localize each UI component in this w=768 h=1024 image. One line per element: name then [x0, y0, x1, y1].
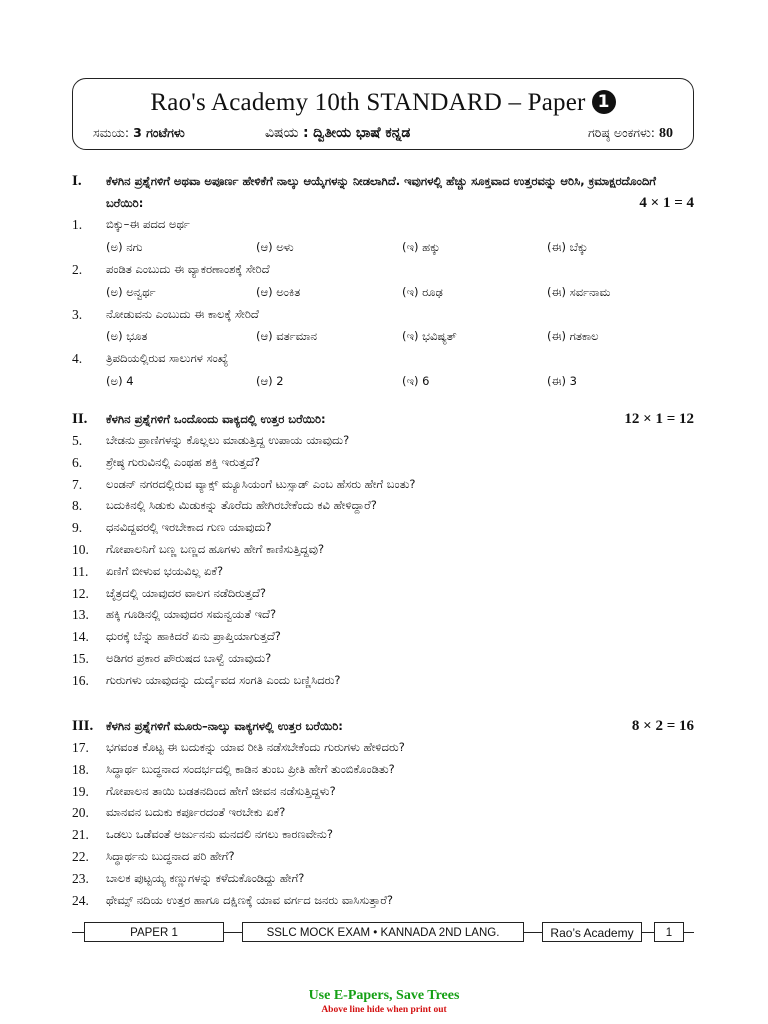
option-b: (ಆ) 2	[256, 374, 284, 389]
question-item	[72, 517, 694, 539]
section-number: I.	[72, 173, 82, 189]
question-text: ಬಾಲಕ ಪುಟ್ಟಯ್ಯ ಕಣ್ಣುಗಳನ್ನು ಕಳೆದುಕೊಂಡಿದ್ದು ಹೇಗೆ?	[106, 870, 305, 885]
question-item	[72, 868, 694, 890]
question-text: ಥೇಮ್ಸ್ ನದಿಯ ಉತ್ತರ ಹಾಗೂ ದಕ್ಷಿಣಕ್ಕೆ ಯಾವ ವರ್ಗದ ಜನರು ವಾಸಿಸುತ್ತಾರೆ?	[106, 892, 393, 907]
option-a: (ಅ) ಅನ್ವರ್ಥ	[106, 284, 156, 299]
question-item	[72, 348, 694, 370]
question-number: 14.	[72, 629, 89, 645]
time-info	[93, 125, 185, 141]
question-text: ಬಿಕ್ಕು–ಈ ಪದದ ಅರ್ಥ	[106, 217, 190, 231]
question-item	[72, 846, 694, 868]
question-number: 5.	[72, 433, 83, 448]
question-item	[72, 670, 694, 692]
section-instruction: ಕೆಳಗಿನ ಪ್ರಶ್ನೆಗಳಿಗೆ ಅಥವಾ ಅಪೂರ್ಣ ಹೇಳಿಕೆಗೆ ನಾಲ್ಕು ಆಯ್ಕೆಗಳನ್ನು ನೀಡಲಾಗಿದೆ. ಇವುಗಳಲ್ಲಿ ಹೆಚ್ಚು ಸೂಕ್ತವಾದ ಉತ್ತರವನ್ನು ಆರಿಸಿ, ಕ್ರಮಾಕ್ಷರದೊಂದಿಗೆ ಬರೆಯಿರಿ:	[106, 174, 656, 210]
question-item	[72, 474, 694, 496]
question-number: 15.	[72, 650, 89, 666]
option-a: (ಅ) ನಗು	[106, 239, 143, 254]
question-item	[72, 648, 694, 670]
footer-academy-label: Rao’s Academy	[542, 922, 642, 942]
option-d: (ಈ) ಸರ್ವನಾಮ	[547, 284, 611, 299]
answer-options	[72, 281, 694, 304]
page-footer	[72, 920, 694, 946]
question-item	[72, 495, 694, 517]
option-c: (ಇ) ರೂಢ	[402, 284, 443, 299]
time-value: 3 ಗಂಟೆಗಳು	[133, 125, 185, 140]
question-number: 4.	[72, 351, 83, 367]
option-a: (ಅ) 4	[106, 374, 134, 389]
question-number: 12.	[72, 585, 89, 601]
question-item	[72, 214, 694, 236]
question-text: ಒಡಲು ಒಡೆವಂತೆ ಅರ್ಜುನನು ಮನದಲಿ ನಗಲು ಕಾರಣವೇನು?	[106, 827, 333, 842]
question-number: 3.	[72, 306, 83, 322]
answer-options	[72, 325, 694, 348]
section-instruction: ಕೆಳಗಿನ ಪ್ರಶ್ನೆಗಳಿಗೆ ಒಂದೊಂದು ವಾಕ್ಯದಲ್ಲಿ ಉತ್ತರ ಬರೆಯಿರಿ:	[106, 412, 326, 426]
question-number: 11.	[72, 563, 89, 579]
question-text: ಧನವಿದ್ದವರಲ್ಲಿ ಇರಬೇಕಾದ ಗುಣ ಯಾವುದು?	[106, 520, 272, 535]
question-number: 8.	[72, 498, 83, 514]
question-number: 9.	[72, 520, 83, 536]
question-number: 2.	[72, 261, 83, 277]
question-number: 7.	[72, 476, 83, 492]
section-instruction: ಕೆಳಗಿನ ಪ್ರಶ್ನೆಗಳಿಗೆ ಮೂರು–ನಾಲ್ಕು ವಾಕ್ಯಗಳಲ್ಲಿ ಉತ್ತರ ಬರೆಯಿರಿ:	[106, 719, 343, 733]
section-marks: 8 × 2 = 16	[631, 718, 694, 734]
question-item	[72, 626, 694, 648]
question-text: ಗೋಪಾಲನಿಗೆ ಬಣ್ಣ ಬಣ್ಣದ ಹೂಗಳು ಹೇಗೆ ಕಾಣಿಸುತ್ತಿದ್ದವು?	[106, 541, 325, 556]
question-number: 18.	[72, 761, 89, 777]
question-text: ಸಿದ್ಧಾರ್ಥನು ಬುದ್ಧನಾದ ಪರಿ ಹೇಗೆ?	[106, 848, 235, 863]
question-number: 21.	[72, 827, 89, 843]
section-marks: 12 × 1 = 12	[624, 411, 694, 427]
section-1	[72, 170, 694, 393]
section-number: II.	[72, 411, 88, 427]
option-c: (ಇ) ಭವಿಷ್ಯತ್	[402, 329, 457, 344]
option-b: (ಆ) ಅಳು	[256, 239, 294, 254]
question-number: 16.	[72, 672, 89, 688]
max-marks-info	[588, 125, 673, 142]
question-item	[72, 539, 694, 561]
question-number: 6.	[72, 454, 83, 470]
answer-options	[72, 370, 694, 393]
question-text: ಲಂಡನ್ ನಗರದಲ್ಲಿರುವ ವ್ಯಾಕ್ಸ್ ಮ್ಯೂಸಿಯಂಗೆ ಟುಸ್ಸಾಡ್ ಎಂಬ ಹೆಸರು ಹೇಗೆ ಬಂತು?	[106, 476, 416, 491]
answer-options	[72, 236, 694, 259]
question-text: ಬದುಕಿನಲ್ಲಿ ಸಿಡುಕು ಮಿಡುಕನ್ನು ತೊರೆದು ಹೇಗಿರಬೇಕೆಂದು ಕವಿ ಹೇಳಿದ್ದಾರೆ?	[106, 498, 377, 513]
question-text: ತ್ರಿಪದಿಯಲ್ಲಿರುವ ಸಾಲುಗಳ ಸಂಖ್ಯೆ	[106, 351, 229, 366]
question-text: ಚೈತ್ರದಲ್ಲಿ ಯಾವುದರ ವಾಲಗ ನಡೆದಿರುತ್ತದೆ?	[106, 585, 266, 600]
question-item	[72, 759, 694, 781]
question-text: ಏಣಿಗೆ ಬೀಳುವ ಭಯವಿಲ್ಲ ಏಕೆ?	[106, 563, 224, 578]
exam-info-row	[85, 125, 681, 145]
question-text: ಗೋಪಾಲನ ತಾಯಿ ಬಡತನದಿಂದ ಹೇಗೆ ಜೀವನ ನಡೆಸುತ್ತಿದ್ದಳು?	[106, 783, 336, 798]
question-item	[72, 781, 694, 803]
footer-page-number: 1	[654, 922, 684, 942]
paper-title	[73, 89, 693, 117]
question-item	[72, 259, 694, 281]
question-item	[72, 802, 694, 824]
question-text: ಮಾನವನ ಬದುಕು ಕರ್ಪೂರದಂತೆ ಇರಬೇಕು ಏಕೆ?	[106, 805, 286, 820]
question-text: ಧುರಕ್ಕೆ ಬೆನ್ನು ಹಾಕಿದರೆ ಏನು ಪ್ರಾಪ್ತಿಯಾಗುತ್ತದೆ?	[106, 629, 281, 644]
question-text: ನೋಡುವನು ಎಂಬುದು ಈ ಕಾಲಕ್ಕೆ ಸೇರಿದೆ	[106, 306, 259, 321]
footer-exam-label: SSLC MOCK EXAM • KANNADA 2ND LANG.	[242, 922, 524, 942]
question-number: 17.	[72, 740, 89, 755]
question-text: ಬೇಡನು ಪ್ರಾಣಿಗಳನ್ನು ಕೊಲ್ಲಲು ಮಾಡುತ್ತಿದ್ದ ಉಪಾಯ ಯಾವುದು?	[106, 433, 350, 447]
marks-value: 80	[659, 126, 673, 141]
option-b: (ಆ) ವರ್ತಮಾನ	[256, 329, 318, 344]
question-text: ಭಗವಂತ ಕೊಟ್ಟ ಈ ಬದುಕನ್ನು ಯಾವ ರೀತಿ ನಡೆಸಬೇಕೆಂದು ಗುರುಗಳು ಹೇಳಿದರು?	[106, 740, 405, 754]
eco-slogan: Use E-Papers, Save Trees	[308, 988, 460, 1003]
section-heading	[72, 408, 694, 430]
question-number: 13.	[72, 607, 89, 623]
question-number: 24.	[72, 892, 89, 908]
question-item	[72, 304, 694, 326]
section-marks: 4 × 1 = 4	[639, 195, 694, 211]
question-number: 22.	[72, 848, 89, 864]
subject-separator: :	[303, 125, 309, 141]
question-item	[72, 452, 694, 474]
question-number: 20.	[72, 805, 89, 821]
print-hide-note: Above line hide when print out	[321, 1005, 447, 1015]
question-text: ಸಿದ್ಧಾರ್ಥ ಬುದ್ಧನಾದ ಸಂದರ್ಭದಲ್ಲಿ ಕಾಡಿನ ತುಂಬ ಪ್ರೀತಿ ಹೇಗೆ ತುಂಬಿಕೊಂಡಿತು?	[106, 761, 395, 776]
subject-label: ವಿಷಯ	[265, 125, 299, 141]
question-number: 19.	[72, 783, 89, 799]
option-d: (ಈ) 3	[547, 374, 577, 389]
option-d: (ಈ) ಗತಕಾಲ	[547, 329, 599, 344]
question-text: ಪಂಡಿತ ಎಂಬುದು ಈ ವ್ಯಾಕರಣಾಂಶಕ್ಕೆ ಸೇರಿದೆ	[106, 261, 270, 276]
question-item	[72, 561, 694, 583]
question-item	[72, 824, 694, 846]
question-number: 10.	[72, 541, 89, 557]
question-item	[72, 890, 694, 912]
option-d: (ಈ) ಬೆಕ್ಕು	[547, 239, 588, 254]
section-2	[72, 408, 694, 692]
paper-number-badge: 1	[592, 90, 616, 114]
section-number: III.	[72, 718, 94, 734]
subject-info	[265, 125, 410, 141]
question-text: ಗುರುಗಳು ಯಾವುದನ್ನು ದುರ್ದೈವದ ಸಂಗತಿ ಎಂದು ಬಣ್ಣಿಸಿದರು?	[106, 672, 341, 687]
question-text: ಹಕ್ಕಿ ಗೂಡಿನಲ್ಲಿ ಯಾವುದರ ಸಮನ್ವಯತೆ ಇದೆ?	[106, 607, 277, 622]
option-b: (ಆ) ಅಂಕಿತ	[256, 284, 301, 299]
section-3	[72, 715, 694, 911]
question-text: ಅಡಿಗರ ಪ್ರಕಾರ ಪೌರುಷದ ಬಾಳ್ವೆ ಯಾವುದು?	[106, 650, 272, 665]
marks-label: ಗರಿಷ್ಠ ಅಂಕಗಳು:	[588, 125, 656, 140]
question-item	[72, 430, 694, 452]
section-heading	[72, 715, 694, 737]
subject-value: ದ್ವಿತೀಯ ಭಾಷೆ ಕನ್ನಡ	[313, 125, 411, 141]
option-c: (ಇ) ಹಕ್ಕು	[402, 239, 440, 254]
question-item	[72, 737, 694, 759]
time-label: ಸಮಯ:	[93, 125, 130, 140]
footer-paper-label: PAPER 1	[84, 922, 224, 942]
title-text: Rao's Academy 10th STANDARD – Paper	[150, 89, 586, 116]
question-item	[72, 604, 694, 626]
question-item	[72, 583, 694, 605]
section-heading	[72, 170, 694, 214]
option-a: (ಅ) ಭೂತ	[106, 329, 148, 344]
question-number: 1.	[72, 217, 83, 232]
question-number: 23.	[72, 870, 89, 886]
paper-header	[72, 78, 694, 150]
question-text: ಶ್ರೇಷ್ಠ ಗುರುವಿನಲ್ಲಿ ಎಂಥಹ ಶಕ್ತಿ ಇರುತ್ತದೆ?	[106, 454, 260, 469]
option-c: (ಇ) 6	[402, 374, 430, 389]
